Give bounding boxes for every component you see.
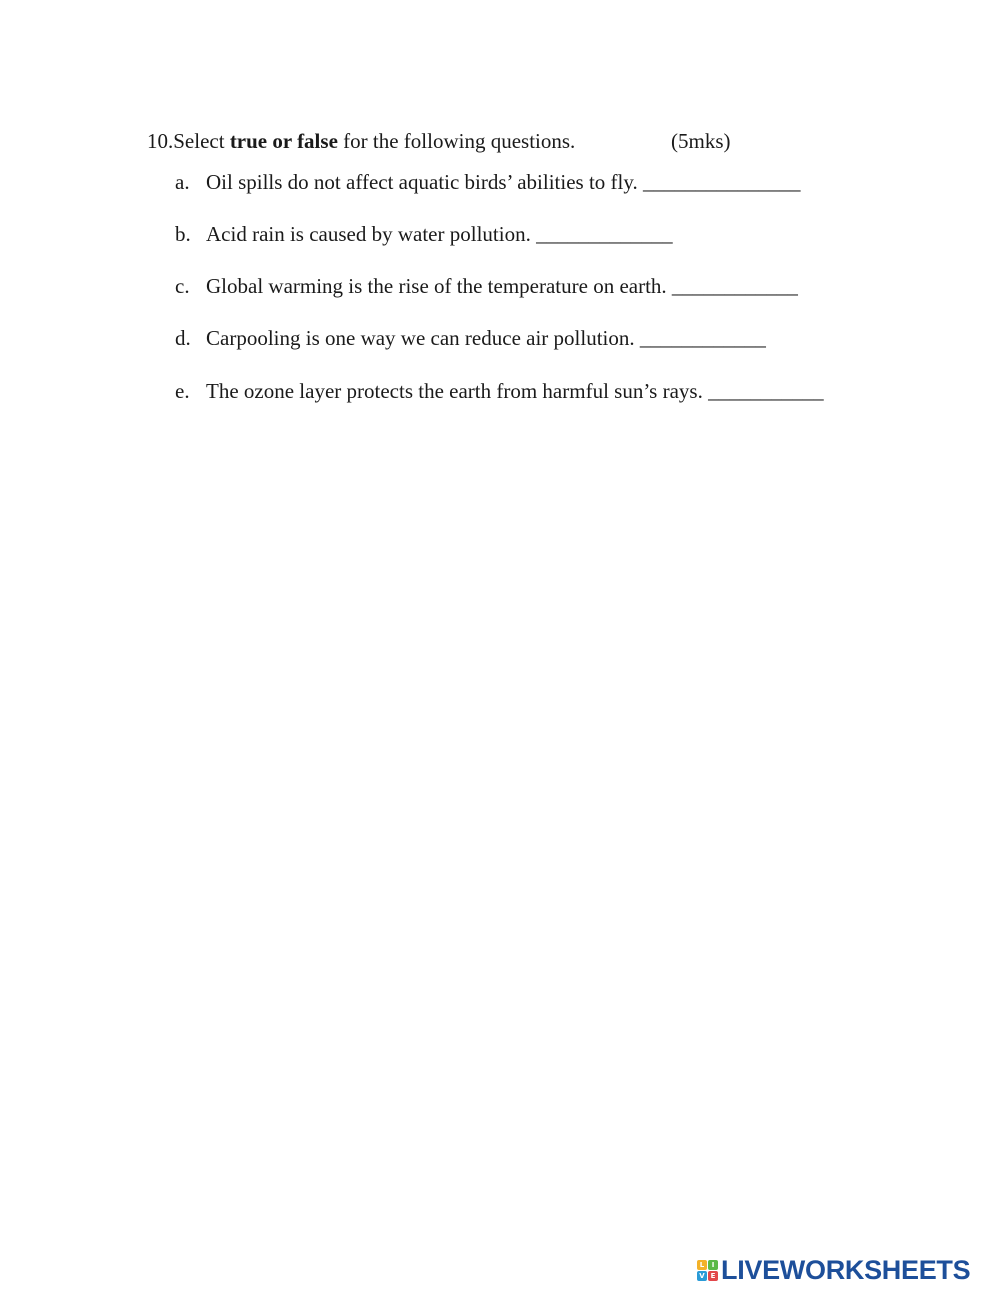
list-item	[175, 376, 824, 406]
list-item	[175, 271, 798, 301]
item-text: Carpooling is one way we can reduce air pollution. ____________	[206, 326, 766, 350]
logo-cell-icon: E	[708, 1271, 718, 1281]
logo-grid-icon	[697, 1260, 718, 1281]
question-emphasis: true or false	[229, 129, 338, 153]
question-marks: (5mks)	[671, 129, 731, 153]
logo-text: LIVEWORKSHEETS	[721, 1254, 971, 1285]
logo-cell-icon: I	[708, 1260, 718, 1270]
liveworksheets-logo	[697, 1255, 970, 1285]
item-letter: b.	[175, 222, 191, 246]
question-prefix: Select	[173, 129, 230, 153]
item-text: Acid rain is caused by water pollution. _____________	[206, 222, 673, 246]
item-letter: c.	[175, 274, 190, 298]
question-suffix: for the following questions.	[337, 129, 576, 153]
question-heading	[147, 126, 731, 156]
list-item	[175, 323, 766, 353]
item-text: The ozone layer protects the earth from harmful sun’s rays. ___________	[206, 379, 824, 403]
list-item	[175, 219, 673, 249]
list-item	[175, 167, 801, 197]
item-letter: e.	[175, 379, 190, 403]
item-text: Global warming is the rise of the temperature on earth. ____________	[206, 274, 798, 298]
item-letter: d.	[175, 326, 191, 350]
item-text: Oil spills do not affect aquatic birds’ abilities to fly. _______________	[206, 170, 801, 194]
logo-cell-icon: V	[697, 1271, 707, 1281]
logo-cell-icon: L	[697, 1260, 707, 1270]
item-letter: a.	[175, 170, 190, 194]
question-number: 10.	[147, 129, 174, 153]
